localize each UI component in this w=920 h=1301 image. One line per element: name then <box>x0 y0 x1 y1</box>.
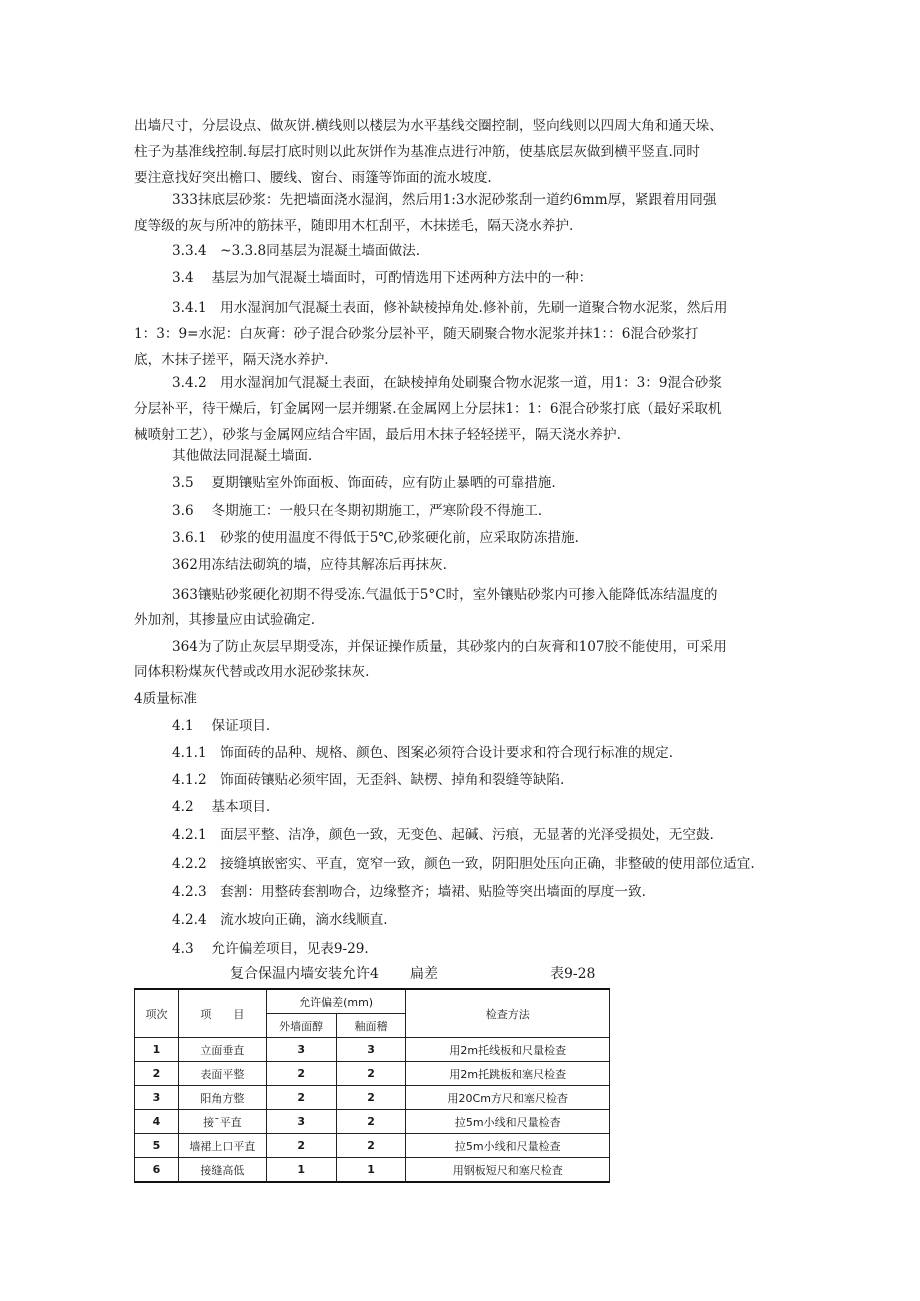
row-index: 6 <box>135 1158 179 1183</box>
paragraph-363-cont <box>134 607 794 633</box>
paragraph-3-5 <box>172 470 832 496</box>
paragraph-364 <box>172 634 832 660</box>
header-index: 项次 <box>135 989 179 1038</box>
paragraph-3-4-1 <box>172 295 832 321</box>
paragraph-4-2 <box>172 794 832 820</box>
row-inner: 1 <box>336 1158 406 1183</box>
text-line: 出墙尺寸，分层设点、做灰饼.横线则以楼层为水平基线交圈控制，竖向线则以四周大角和通天垛、 <box>134 118 723 134</box>
paragraph-3-3-3 <box>172 187 832 213</box>
row-method: 拉5m小线和尺量检查 <box>406 1134 610 1158</box>
text-line: 4.1 保证项目. <box>172 718 271 734</box>
table-row <box>135 1158 610 1183</box>
text-line: 外加剂，其掺量应由试验确定. <box>134 612 316 628</box>
paragraph-3-4-2 <box>172 370 832 396</box>
table-row <box>135 1086 610 1110</box>
paragraph-3-3-4 <box>172 238 832 264</box>
row-method: 用钢板短尺和塞尺检査 <box>406 1158 610 1183</box>
row-item: 阳角方整 <box>178 1086 266 1110</box>
text-line: 其他做法同混凝土墙面. <box>172 448 313 464</box>
text-line: 械喷射工艺），砂浆与金属网应结合牢固，最后用木抹子轻轻搓平，隔天浇水养护. <box>134 427 621 443</box>
text-line: 363镶贴砂浆硬化初期不得受冻.气温低于5°C时，室外镶贴砂浆内可掺入能降低冻结温度的 <box>172 587 718 603</box>
paragraph-363 <box>172 582 832 608</box>
table-row <box>135 1038 610 1062</box>
paragraph-3-3-3-cont <box>134 213 794 239</box>
text-line: 4.2 基本项目. <box>172 799 271 815</box>
table-caption-title: 复合保温内墙安装允许4 <box>230 966 379 982</box>
row-item: 表面平整 <box>178 1062 266 1086</box>
section-heading-4 <box>134 686 794 712</box>
row-index: 2 <box>135 1062 179 1086</box>
row-outer: 3 <box>266 1038 336 1062</box>
row-outer: 2 <box>266 1062 336 1086</box>
paragraph-3-4-1-cont <box>134 321 794 373</box>
table-caption <box>134 962 614 986</box>
text-line: 4.2.2 接缝填嵌密实、平直，宽窄一致，颜色一致，阴阳胆处压向正确，非整破的使用部位适宜. <box>172 856 755 872</box>
text-line: 3.5 夏期镶贴室外饰面板、饰面砖，应有防止暴晒的可靠措施. <box>172 475 556 491</box>
header-deviation: 允许偏差(mm) <box>266 989 406 1014</box>
row-method: 用2m托跳板和塞尺检查 <box>406 1062 610 1086</box>
text-line: 要注意找好突出檐口、腰线、窗台、雨篷等饰面的流水坡度. <box>134 170 492 186</box>
text-line: 4.3 允许偏差项目，见表9-29. <box>172 941 369 957</box>
paragraph-362 <box>172 552 832 578</box>
text-line: 364为了防止灰层早期受冻，并保证操作质量，其砂浆内的白灰膏和107胶不能使用，可采用 <box>172 639 727 655</box>
text-line: 362用冻结法砌筑的墙，应待其解冻后再抹灰. <box>172 557 447 573</box>
header-glazed: 釉面稽 <box>336 1014 406 1038</box>
table-caption-fragment: 扁差 <box>410 966 438 982</box>
header-method: 检查方法 <box>406 989 610 1038</box>
text-line: 4.1.2 饰面砖镶贴必须牢固，无歪斜、缺楞、掉角和裂缝等缺陷. <box>172 772 565 788</box>
text-line: 3.4 基层为加气混凝土墙面时，可酌情选用下述两种方法中的一种： <box>172 270 593 286</box>
paragraph-4-2-3 <box>172 879 832 905</box>
text-line: 4.2.4 流水坡向正确，滴水线顺直. <box>172 912 388 928</box>
row-item: 墙裙上口平直 <box>178 1134 266 1158</box>
header-item: 项 目 <box>178 989 266 1038</box>
row-inner: 2 <box>336 1110 406 1134</box>
row-method: 用20Cm方尺和塞尺检杳 <box>406 1086 610 1110</box>
text-line: 分层补平，待干燥后，钉金属网一层并绷紧.在金属网上分层抹1：1：6混合砂浆打底（最好采取机 <box>134 401 722 417</box>
row-item: 立面垂直 <box>178 1038 266 1062</box>
paragraph-3-4-2-cont <box>134 396 794 448</box>
row-index: 4 <box>135 1110 179 1134</box>
row-inner: 3 <box>336 1038 406 1062</box>
text-line: 333抹底层砂浆：先把墙面浇水湿润，然后用1:3水泥砂浆刮一道约6mm厚，紧跟着用同强 <box>172 192 717 208</box>
paragraph-other <box>172 443 832 469</box>
paragraph-3-6-1 <box>172 525 832 551</box>
text-line: 3.6 冬期施工：一般只在冬期初期施工，严寒阶段不得施工. <box>172 503 543 519</box>
row-item: 接缝高低 <box>178 1158 266 1183</box>
row-method: 用2m托线板和尺量检查 <box>406 1038 610 1062</box>
text-line: 4.2.1 面层平整、洁净，颜色一致，无变色、起碱、污痕，无显著的光泽受损处，无空鼓. <box>172 827 714 843</box>
row-inner: 2 <box>336 1062 406 1086</box>
paragraph-4-1 <box>172 713 832 739</box>
paragraph-3-6 <box>172 498 832 524</box>
row-method: 拉5m小线和尺量检杳 <box>406 1110 610 1134</box>
row-outer: 2 <box>266 1086 336 1110</box>
paragraph-4-2-2 <box>172 851 832 877</box>
row-item: 接ˉ平直 <box>178 1110 266 1134</box>
table-caption-number: 表9-28 <box>550 966 596 982</box>
text-line: 柱子为基准线控制.每层打底时则以此灰饼作为基准点进行冲筋，使基底层灰做到横平竖直.同时 <box>134 144 700 160</box>
text-line: 4.2.3 套割：用整砖套割吻合，边缘整齐；墙裙、贴脸等突出墙面的厚度一致. <box>172 884 646 900</box>
table-row <box>135 1134 610 1158</box>
text-line: 同体积粉煤灰代替或改用水泥砂浆抹灰. <box>134 664 370 680</box>
table-row <box>135 1110 610 1134</box>
row-index: 1 <box>135 1038 179 1062</box>
row-outer: 1 <box>266 1158 336 1183</box>
row-outer: 3 <box>266 1110 336 1134</box>
paragraph-4-2-1 <box>172 822 832 848</box>
text-line: 底，木抹子搓平，隔天浇水养护. <box>134 352 329 368</box>
text-line: 3.4.2 用水湿润加气混凝土表面，在缺棱掉角处刷聚合物水泥浆一道，用1：3：9混合砂浆 <box>172 375 722 391</box>
paragraph-4-3 <box>172 936 832 962</box>
paragraph-4-1-2 <box>172 767 832 793</box>
row-index: 5 <box>135 1134 179 1158</box>
row-index: 3 <box>135 1086 179 1110</box>
row-outer: 2 <box>266 1134 336 1158</box>
text-line: 度等级的灰与所冲的筋抹平，随即用木杠刮平，木抹搓毛，隔天浇水养护. <box>134 218 574 234</box>
row-inner: 2 <box>336 1134 406 1158</box>
paragraph-4-1-1 <box>172 740 832 766</box>
header-outer-wall: 外墙面醇 <box>266 1014 336 1038</box>
paragraph-4-2-4 <box>172 907 832 933</box>
text-line: 3.6.1 砂浆的使用温度不得低于5℃,砂浆硬化前，应采取防冻措施. <box>172 530 579 546</box>
text-line: 4.1.1 饰面砖的品种、规格、颜色、图案必须符合设计要求和符合现行标准的规定. <box>172 745 674 761</box>
text-line: 4质量标准 <box>134 691 198 707</box>
paragraph-364-cont <box>134 659 794 685</box>
text-line: 3.3.4 ~3.3.8同基层为混凝土墙面做法. <box>172 243 421 259</box>
paragraph-3-4 <box>172 265 832 291</box>
paragraph-1 <box>134 113 794 191</box>
text-line: 1：3：9=水泥：白灰膏：砂子混合砂浆分层补平，随天刷聚合物水泥浆并抹1：：6混合砂浆打 <box>134 326 699 342</box>
text-line: 3.4.1 用水湿润加气混凝土表面，修补缺棱掉角处.修补前，先刷一道聚合物水泥浆，然后用 <box>172 300 728 316</box>
deviation-table <box>134 988 610 1183</box>
table-row <box>135 1062 610 1086</box>
row-inner: 2 <box>336 1086 406 1110</box>
table-header-row <box>135 989 610 1014</box>
